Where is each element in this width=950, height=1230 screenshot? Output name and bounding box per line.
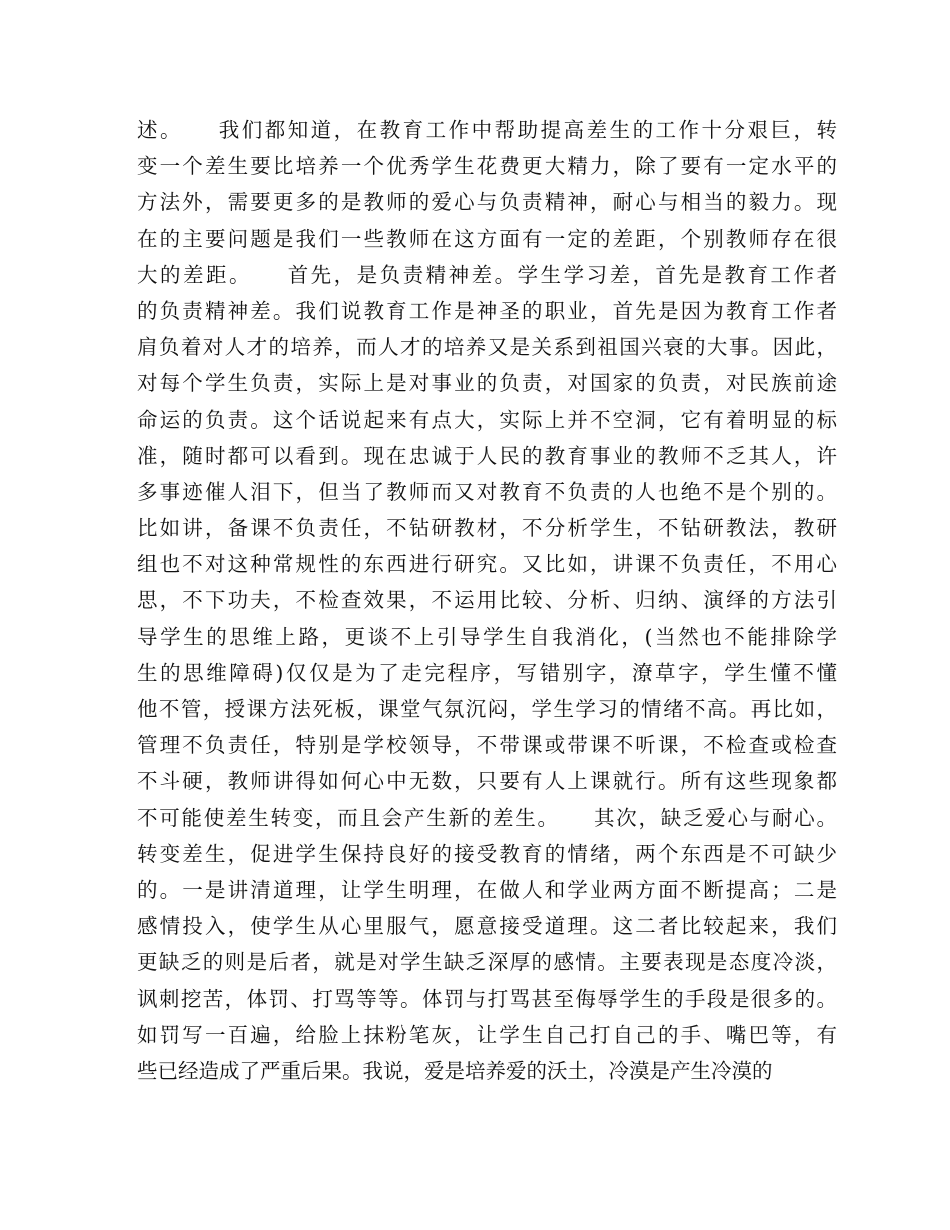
text-line: 感情投入，使学生从心里服气，愿意接受道理。这二者比较起来，我们 xyxy=(137,914,837,939)
text-line: 组也不对这种常规性的东西进行研究。又比如，讲课不负责任，不用心 xyxy=(137,552,837,577)
text-line: 他不管，授课方法死板，课堂气氛沉闷，学生学习的情绪不高。再比如， xyxy=(137,697,837,721)
text-line: 肩负着对人才的培养，而人才的培养又是关系到祖国兴衰的大事。因此， xyxy=(137,335,837,360)
text-line: 变一个差生要比培养一个优秀学生花费更大精力，除了要有一定水平的 xyxy=(137,154,837,179)
text-line: 的负责精神差。我们说教育工作是神圣的职业，首先是因为教育工作者 xyxy=(137,298,837,323)
text-line: 如罚写一百遍，给脸上抹粉笔灰，让学生自己打自己的手、嘴巴等，有 xyxy=(137,1022,837,1047)
body-text xyxy=(137,112,837,1089)
text-line: 管理不负责任，特别是学校领导，不带课或带课不听课，不检查或检查 xyxy=(137,733,837,758)
text-line: 述。 我们都知道，在教育工作中帮助提高差生的工作十分艰巨，转 xyxy=(137,118,837,142)
text-line: 的。一是讲清道理，让学生明理，在做人和学业两方面不断提高；二是 xyxy=(137,877,837,902)
text-line: 在的主要问题是我们一些教师在这方面有一定的差距，个别教师存在很 xyxy=(137,226,837,251)
text-line: 导学生的思维上路，更谈不上引导学生自我消化，(当然也不能排除学 xyxy=(137,624,837,649)
text-line: 对每个学生负责，实际上是对事业的负责，对国家的负责，对民族前途 xyxy=(137,371,837,396)
text-line: 思，不下功夫，不检查效果，不运用比较、分析、归纳、演绎的方法引 xyxy=(137,588,837,613)
text-line: 方法外，需要更多的是教师的爱心与负责精神，耐心与相当的毅力。现 xyxy=(137,190,837,215)
text-line: 准，随时都可以看到。现在忠诚于人民的教育事业的教师不乏其人，许 xyxy=(137,443,837,468)
text-line: 不可能使差生转变，而且会产生新的差生。 其次，缺乏爱心与耐心。 xyxy=(137,805,837,830)
text-line: 大的差距。 首先，是负责精神差。学生学习差，首先是教育工作者 xyxy=(137,262,837,287)
text-line: 不斗硬，教师讲得如何心中无数，只要有人上课就行。所有这些现象都 xyxy=(137,769,837,794)
text-line: 讽刺挖苦，体罚、打骂等等。体罚与打骂甚至侮辱学生的手段是很多的。 xyxy=(137,986,837,1011)
text-line: 转变差生，促进学生保持良好的接受教育的情绪，两个东西是不可缺少 xyxy=(137,841,837,866)
text-line: 比如讲，备课不负责任，不钻研教材，不分析学生，不钻研教法，教研 xyxy=(137,516,837,541)
text-line: 多事迹催人泪下，但当了教师而又对教育不负责的人也绝不是个别的。 xyxy=(137,479,837,504)
text-line: 更缺乏的则是后者，就是对学生缺乏深厚的感情。主要表现是态度冷淡， xyxy=(137,950,837,975)
text-line: 生的思维障碍)仅仅是为了走完程序，写错别字，潦草字，学生懂不懂 xyxy=(137,660,837,685)
text-line: 些已经造成了严重后果。我说，爱是培养爱的沃土，冷漠是产生冷漠的 xyxy=(137,1058,773,1083)
text-line: 命运的负责。这个话说起来有点大，实际上并不空洞，它有着明显的标 xyxy=(137,407,837,432)
